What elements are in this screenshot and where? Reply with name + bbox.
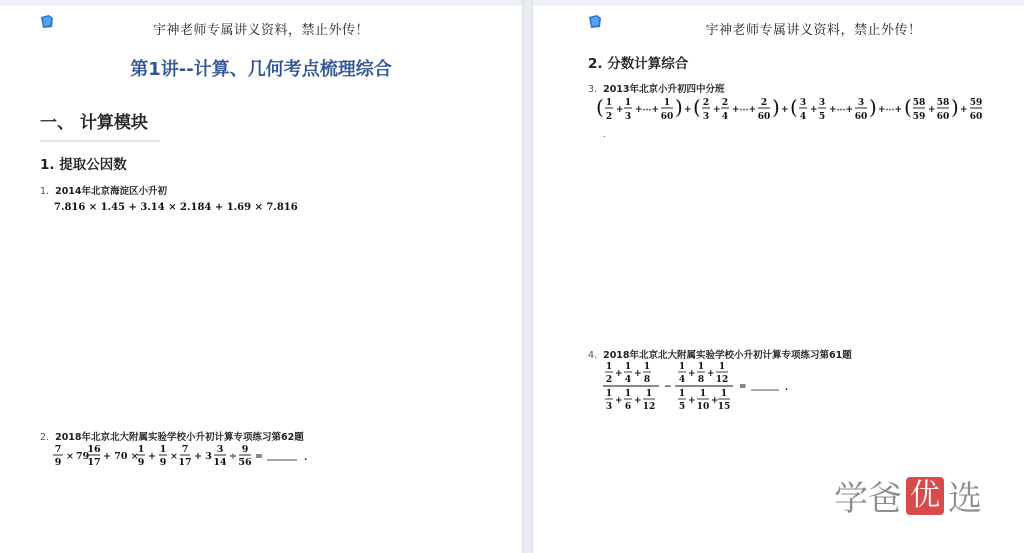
svg-text:59: 59	[969, 98, 983, 108]
watermark-char: 选	[948, 479, 982, 519]
svg-text:58: 58	[912, 98, 926, 108]
watermark-char: 学	[834, 479, 868, 519]
svg-text:2: 2	[760, 98, 768, 108]
svg-text:17: 17	[178, 457, 192, 468]
svg-text:12: 12	[642, 402, 656, 412]
svg-text:(: (	[790, 95, 798, 119]
svg-text:+: +	[713, 105, 721, 115]
problem-3-expression	[596, 92, 1021, 126]
svg-text:9: 9	[54, 457, 62, 468]
svg-text:(: (	[596, 95, 604, 119]
svg-text:4: 4	[799, 112, 807, 122]
svg-text:3: 3	[818, 98, 826, 108]
svg-text:1: 1	[678, 362, 686, 372]
svg-text:2: 2	[605, 375, 613, 385]
svg-text:1: 1	[718, 362, 726, 372]
svg-text:5: 5	[818, 112, 826, 122]
svg-text:1: 1	[605, 362, 613, 372]
svg-text:5: 5	[678, 402, 686, 412]
svg-text:(: (	[904, 95, 912, 119]
svg-text:60: 60	[969, 112, 983, 122]
svg-text:=: =	[255, 451, 263, 462]
svg-text:79: 79	[76, 451, 90, 462]
answer-dot: .	[603, 130, 606, 139]
problem-4-expression	[603, 359, 843, 415]
svg-text:3: 3	[702, 112, 710, 122]
problem-1-expression: 7.816 × 1.45 + 3.14 × 2.184 + 1.69 × 7.816	[54, 202, 298, 213]
svg-text:): )	[951, 95, 959, 119]
svg-text:+: +	[615, 369, 623, 379]
subsection-heading: 1. 提取公因数	[40, 157, 127, 173]
page-header-notice: 宇神老师专属讲义资料，禁止外传！	[705, 23, 922, 38]
svg-text:1: 1	[624, 98, 632, 108]
document-icon	[588, 14, 602, 29]
svg-text:2: 2	[702, 98, 710, 108]
svg-text:+⋯+: +⋯+	[829, 105, 854, 115]
svg-text:59: 59	[912, 112, 926, 122]
watermark-logo	[834, 471, 982, 520]
svg-text:+: +	[634, 369, 642, 379]
problem-number: 1.	[40, 186, 50, 197]
svg-text:1: 1	[678, 389, 686, 399]
svg-text:3: 3	[216, 444, 224, 455]
svg-text:1: 1	[624, 389, 632, 399]
problem-source: 2013年北京小升初四中分班	[603, 84, 725, 95]
svg-text:3: 3	[857, 98, 865, 108]
page-top-strip	[533, 0, 1024, 6]
problem-number: 2.	[40, 432, 50, 443]
svg-text:1: 1	[643, 362, 651, 372]
problem-2-expression	[52, 440, 322, 470]
svg-text:3: 3	[624, 112, 632, 122]
svg-text:17: 17	[87, 457, 101, 468]
svg-text:9: 9	[159, 457, 167, 468]
svg-text:1: 1	[663, 98, 671, 108]
svg-text:−: −	[664, 382, 672, 392]
svg-text:1: 1	[645, 389, 653, 399]
svg-text:+: +	[615, 396, 623, 406]
lecture-title: 第1讲--计算、几何考点梳理综合	[130, 59, 392, 80]
svg-text:+: +	[148, 451, 156, 462]
svg-text:+: +	[634, 396, 642, 406]
svg-text:60: 60	[854, 112, 868, 122]
svg-text:8: 8	[643, 375, 651, 385]
svg-text:58: 58	[936, 98, 950, 108]
svg-text:+: +	[684, 105, 692, 115]
svg-text:1: 1	[159, 444, 167, 455]
svg-text:+: +	[781, 105, 789, 115]
problem-source: 2014年北京海淀区小升初	[55, 186, 168, 197]
svg-text:1: 1	[137, 444, 145, 455]
svg-text:4: 4	[678, 375, 686, 385]
svg-text:+ 70 ×: + 70 ×	[103, 451, 139, 462]
page-header-notice: 宇神老师专属讲义资料，禁止外传！	[152, 23, 369, 38]
page-top-strip	[0, 0, 522, 6]
svg-text:+⋯+: +⋯+	[878, 105, 903, 115]
watermark-char: 爸	[868, 479, 902, 519]
svg-text:3: 3	[605, 402, 613, 412]
svg-text:60: 60	[660, 112, 674, 122]
svg-text:.: .	[785, 383, 789, 393]
svg-text:+: +	[711, 396, 719, 406]
svg-text:1: 1	[699, 389, 707, 399]
svg-text:8: 8	[697, 375, 705, 385]
svg-text:+: +	[707, 369, 715, 379]
svg-text:+: +	[960, 105, 968, 115]
problem-1-header	[40, 183, 167, 197]
svg-text:60: 60	[936, 112, 950, 122]
svg-text:10: 10	[696, 402, 710, 412]
svg-text:1: 1	[605, 389, 613, 399]
document-page-right	[533, 0, 1024, 553]
svg-text:=: =	[739, 382, 747, 392]
svg-text:+⋯+: +⋯+	[732, 105, 757, 115]
svg-text:2: 2	[605, 112, 613, 122]
svg-text:4: 4	[721, 112, 729, 122]
svg-text:): )	[675, 95, 683, 119]
svg-text:1: 1	[697, 362, 705, 372]
subsection-heading: 2. 分数计算综合	[588, 56, 689, 72]
svg-text:(: (	[693, 95, 701, 119]
svg-text:3: 3	[799, 98, 807, 108]
svg-text:14: 14	[213, 457, 227, 468]
svg-text:6: 6	[624, 402, 632, 412]
watermark-highlight-char: 优	[906, 477, 944, 515]
svg-text:+: +	[688, 396, 696, 406]
svg-text:9: 9	[241, 444, 249, 455]
section-heading: 一、 计算模块	[40, 108, 160, 142]
svg-text:+: +	[810, 105, 818, 115]
svg-text:15: 15	[717, 402, 731, 412]
svg-text:56: 56	[238, 457, 252, 468]
svg-text:16: 16	[87, 444, 101, 455]
svg-text:×: ×	[66, 451, 74, 462]
svg-text:.: .	[304, 452, 308, 463]
svg-text:1: 1	[624, 362, 632, 372]
svg-text:1: 1	[605, 98, 613, 108]
problem-source: 2018年北京北大附属实验学校小升初计算专项练习第62题	[55, 432, 304, 443]
svg-text:×: ×	[170, 451, 178, 462]
problem-source: 2018年北京北大附属实验学校小升初计算专项练习第61题	[603, 350, 852, 361]
svg-text:÷: ÷	[229, 451, 237, 462]
svg-text:60: 60	[757, 112, 771, 122]
problem-number: 3.	[588, 84, 598, 95]
svg-text:+: +	[688, 369, 696, 379]
svg-text:+ 3: + 3	[194, 451, 212, 462]
svg-text:9: 9	[137, 457, 145, 468]
svg-text:): )	[772, 95, 780, 119]
svg-text:7: 7	[54, 444, 62, 455]
svg-text:7: 7	[181, 444, 189, 455]
svg-text:+⋯+: +⋯+	[635, 105, 660, 115]
svg-text:): )	[869, 95, 877, 119]
svg-text:+: +	[616, 105, 624, 115]
svg-text:1: 1	[720, 389, 728, 399]
svg-text:+: +	[928, 105, 936, 115]
svg-text:2: 2	[721, 98, 729, 108]
svg-text:12: 12	[715, 375, 729, 385]
svg-text:4: 4	[624, 375, 632, 385]
problem-number: 4.	[588, 350, 598, 361]
